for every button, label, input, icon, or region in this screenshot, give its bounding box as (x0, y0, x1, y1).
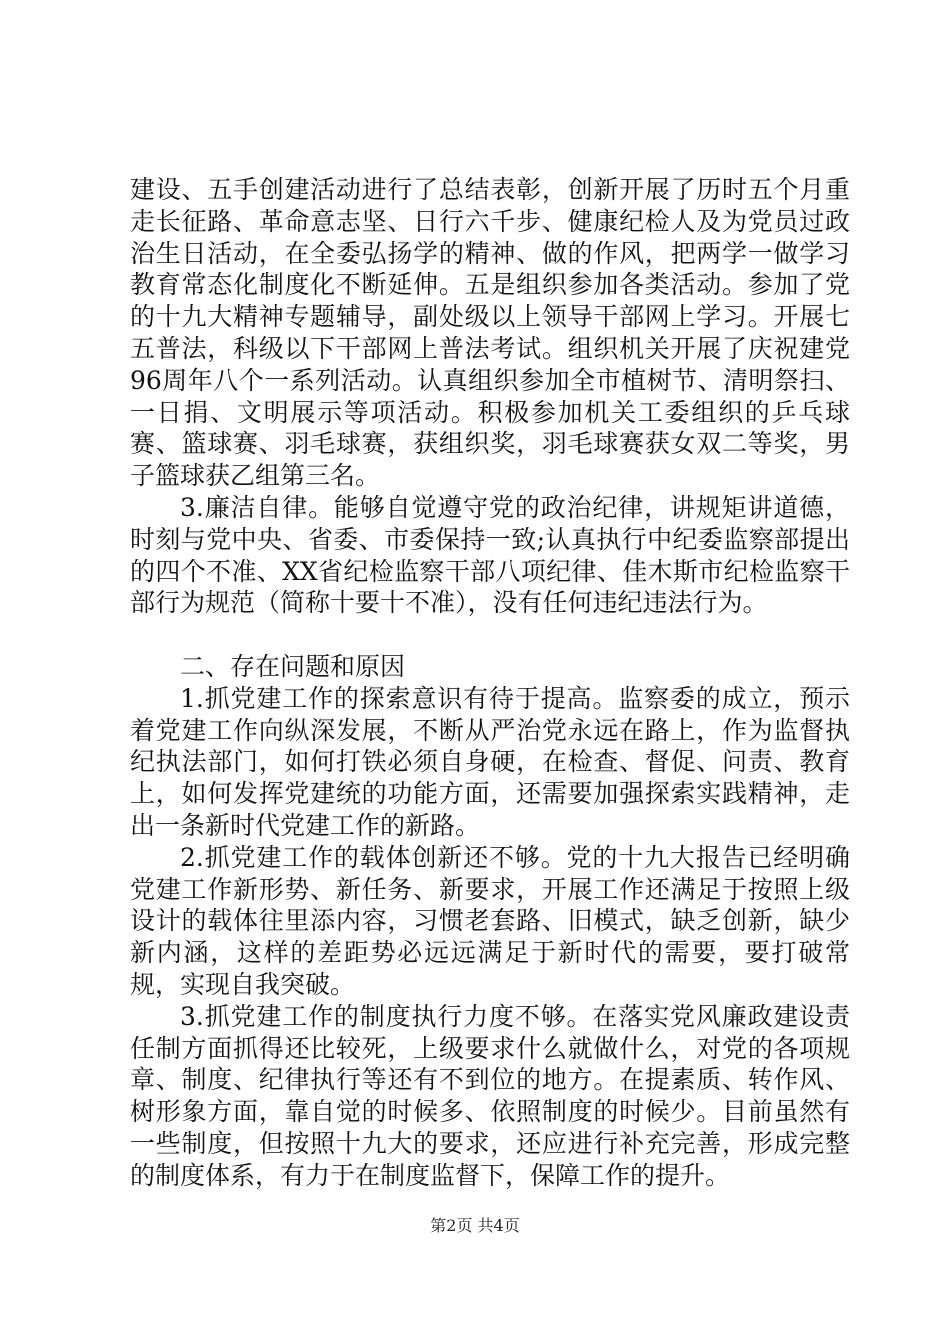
section-heading-problems: 二、存在问题和原因 (180, 651, 406, 681)
page-footer (0, 1216, 950, 1236)
paragraph-continuation: 建设、五手创建活动进行了总结表彰，创新开展了历时五个月重走长征路、革命意志坚、日行六千步、健康纪检人及为党员过政治生日活动，在全委弘扬学的精神、做的作风，把两学一做学习教育常态化制度化不断延伸。五是组织参加各类活动。参加了党的十九大精神专题辅导，副处级以上领导干部网上学习。开展七五普法，科级以下干部网上普法考试。组织机关开展了庆祝建党96周年八个一系列活动。认真组织参加全市植树节、清明祭扫、一日捐、文明展示等项活动。积极参加机关工委组织的乒乓球赛、篮球赛、羽毛球赛，获组织奖，羽毛球赛获女双二等奖，男子篮球获乙组第三名。 (130, 175, 850, 491)
paragraph-problem-3: 3.抓党建工作的制度执行力度不够。在落实党风廉政建设责任制方面抓得还比较死，上级要求什么就做什么，对党的各项规章、制度、纪律执行等还有不到位的地方。在提素质、转作风、树形象方面，靠自觉的时候多、依照制度的时候少。目前虽然有一些制度，但按照十九大的要求，还应进行补充完善，形成完整的制度体系，有力于在制度监督下，保障工作的提升。 (130, 1001, 850, 1190)
page-number: 第2页 共4页 (430, 1216, 520, 1235)
document-body (130, 174, 850, 1192)
paragraph-problem-2: 2.抓党建工作的载体创新还不够。党的十九大报告已经明确党建工作新形势、新任务、新要求，开展工作还满足于按照上级设计的载体往里添内容，习惯老套路、旧模式，缺乏创新，缺少新内涵，这样的差距势必远远满足于新时代的需要，要打破常规，实现自我突破。 (130, 842, 850, 999)
paragraph-problem-1: 1.抓党建工作的探索意识有待于提高。监察委的成立，预示着党建工作向纵深发展，不断从严治党永远在路上，作为监督执纪执法部门，如何打铁必须自身硬，在检查、督促、问责、教育上，如何发挥党建统的功能方面，还需要加强探索实践精神，走出一条新时代党建工作的新路。 (130, 683, 850, 840)
paragraph-integrity: 3.廉洁自律。能够自觉遵守党的政治纪律，讲规矩讲道德，时刻与党中央、省委、市委保持一致;认真执行中纪委监察部提出的四个不准、XX省纪检监察干部八项纪律、佳木斯市纪检监察干部行为规范（简称十要十不准），没有任何违纪违法行为。 (130, 492, 850, 618)
